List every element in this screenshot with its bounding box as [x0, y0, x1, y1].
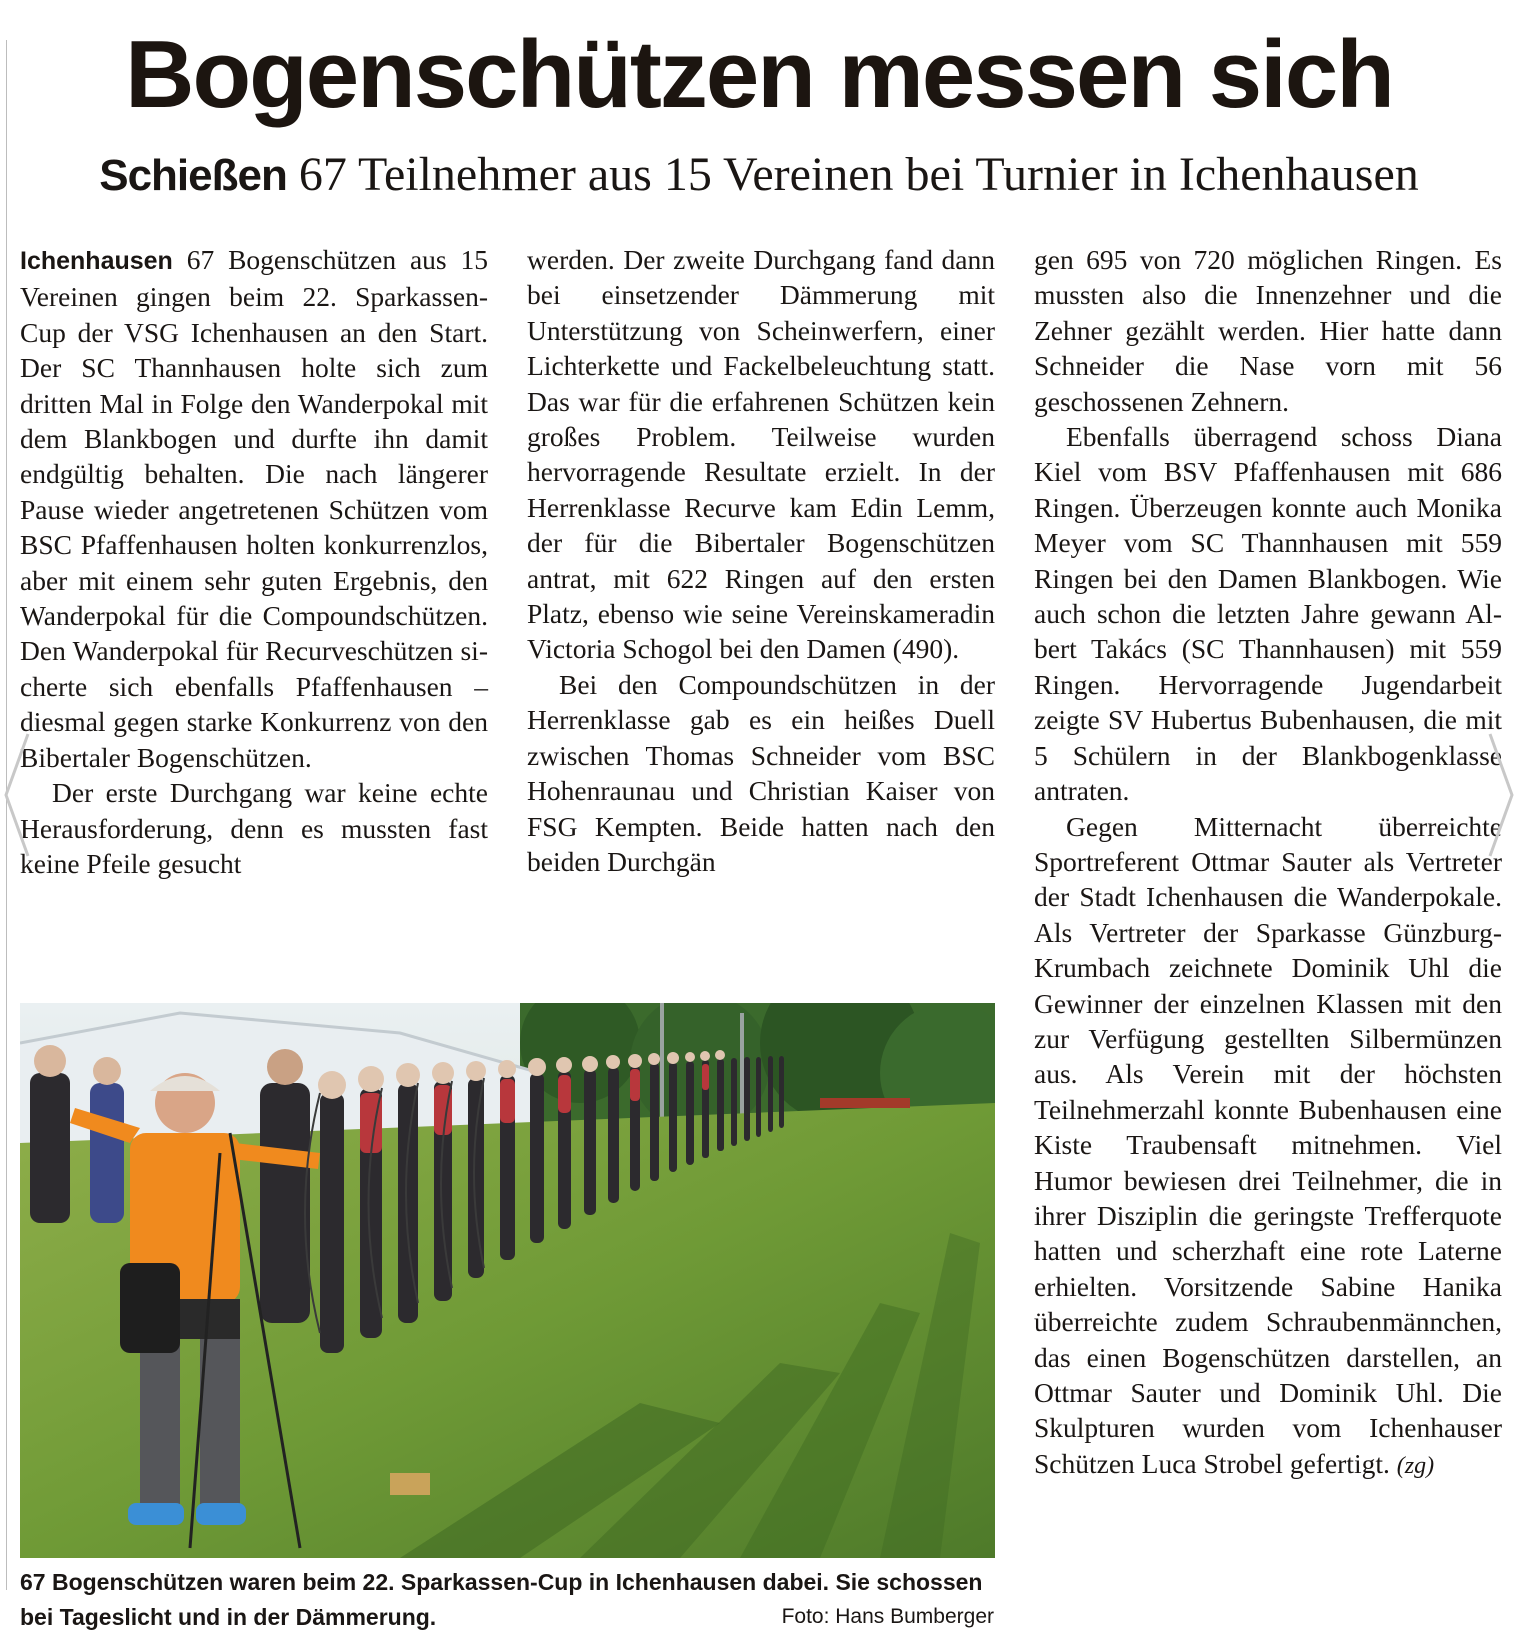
subheadline-line	[0, 140, 1518, 211]
paragraph: Der erste Durchgang war keine echte Herausforderung, denn es mussten fast keine Pfeile gesucht	[20, 777, 488, 879]
article-photo	[20, 1003, 995, 1558]
article-column-3	[1034, 242, 1502, 1484]
paragraph-text: Gegen Mitternacht überreichte Sportreferent Ottmar Sauter als Vertreter der Stadt Ichenhausen die Wanderpokale. Als Vertreter der Sparkasse Günzburg-Krumbach zeichnete Dominik Uhl die Gewinner der einzelnen Klassen mit den zur Verfügung gestellten Silbermünzen aus. Als Verein mit der höchsten Teilnehmerzahl konnte Bubenhausen eine Kiste Traubensaft mitnehmen. Viel Humor bewiesen drei Teilnehmer, die in ihrer Disziplin die geringste Trefferquote hatten und scherzhaft eine rote Laterne erhielten. Vorsitzende Sabine Hanika überreichte zudem Schraubenmännchen, das einen Bogenschützen darstellen, an Ottmar Sauter und Dominik Uhl. Die Skulpturen wurden vom Ichenhauser Schützen Luca Strobel gefertigt.	[1034, 810, 1502, 1479]
dateline: Ichenhausen	[20, 247, 173, 275]
paragraph	[20, 242, 488, 775]
paragraph	[1034, 809, 1502, 1485]
previous-page-button[interactable]	[2, 730, 32, 860]
paragraph: Ebenfalls überragend schoss Diana Kiel vom BSV Pfaffenhausen mit 686 Ringen. Überzeugen konnte auch Monika Meyer vom SC Thannhausen mit 559 Ringen bei den Damen Blankbogen. Wie auch schon die letzten Jahre gewann Albert Takács (SC Thannhausen) mit 559 Ringen. Hervorragende Jugendarbeit zeigte SV Hubertus Bubenhausen, die mit 5 Schülern in der Blankbogenklasse antraten.	[1034, 421, 1502, 807]
next-page-button[interactable]	[1486, 730, 1516, 860]
headline: Bogenschützen messen sich	[125, 21, 1393, 128]
subheadline: 67 Teilnehmer aus 15 Vereinen bei Turnier in Ichenhausen	[298, 148, 1419, 201]
chevron-right-icon	[1486, 730, 1516, 860]
paragraph-text: 67 Bogenschützen aus 15 Vereinen gingen beim 22. Sparkassen-Cup der VSG Ichenhausen an den Start. Der SC Thannhausen holte sich zum dritten Mal in Folge den Wanderpokal mit dem Blankbogen und durfte ihn damit endgültig behalten. Die nach längerer Pause wieder angetretenen Schützen vom BSC Pfaffenhausen holten konkurrenzlos, aber mit einem sehr guten Ergebnis, den Wanderpokal für die Compoundschützen. Den Wanderpokal für Recurveschützen sicherte sich ebenfalls Pfaffenhausen – diesmal gegen starke Konkurrenz von den Bibertaler Bogenschützen.	[20, 244, 488, 773]
chevron-left-icon	[2, 730, 32, 860]
author-signature: (zg)	[1396, 1452, 1435, 1479]
kicker: Schießen	[99, 151, 287, 200]
photo-credit: Foto: Hans Bumberger	[781, 1605, 994, 1628]
paragraph: gen 695 von 720 möglichen Ringen. Es mussten also die Innenzehner und die Zehner gezählt werden. Hier hatte dann Schneider die Nase vorn mit 56 geschossenen Zehnern.	[1034, 244, 1502, 417]
article-column-2	[527, 242, 995, 879]
paragraph: Bei den Compoundschützen in der Herrenklasse gab es ein heißes Duell zwischen Thomas Schneider vom BSC Hohenraunau und Christian Kaiser von FSG Kempten. Beide hatten nach den beiden Durchgän	[527, 668, 995, 877]
archers-photo-illustration	[20, 1003, 995, 1558]
photo-caption: 67 Bogenschützen waren beim 22. Sparkassen-Cup in Ichenhausen dabei. Sie schossen bei Tageslicht und in der Dämmerung.	[20, 1569, 983, 1630]
paragraph: werden. Der zweite Durchgang fand dann bei einsetzender Dämmerung mit Unterstützung von Scheinwerfern, einer Lichterkette und Fackelbeleuchtung statt. Das war für die erfahrenen Schützen kein großes Problem. Teilweise wurden hervorragende Resultate erzielt. In der Herrenklasse Recurve kam Edin Lemm, der für die Bibertaler Bogenschützen antrat, mit 622 Ringen auf den ersten Platz, ebenso wie seine Vereinskameradin Victoria Schogol bei den Damen (490).	[527, 244, 995, 665]
article-column-1	[20, 242, 488, 881]
